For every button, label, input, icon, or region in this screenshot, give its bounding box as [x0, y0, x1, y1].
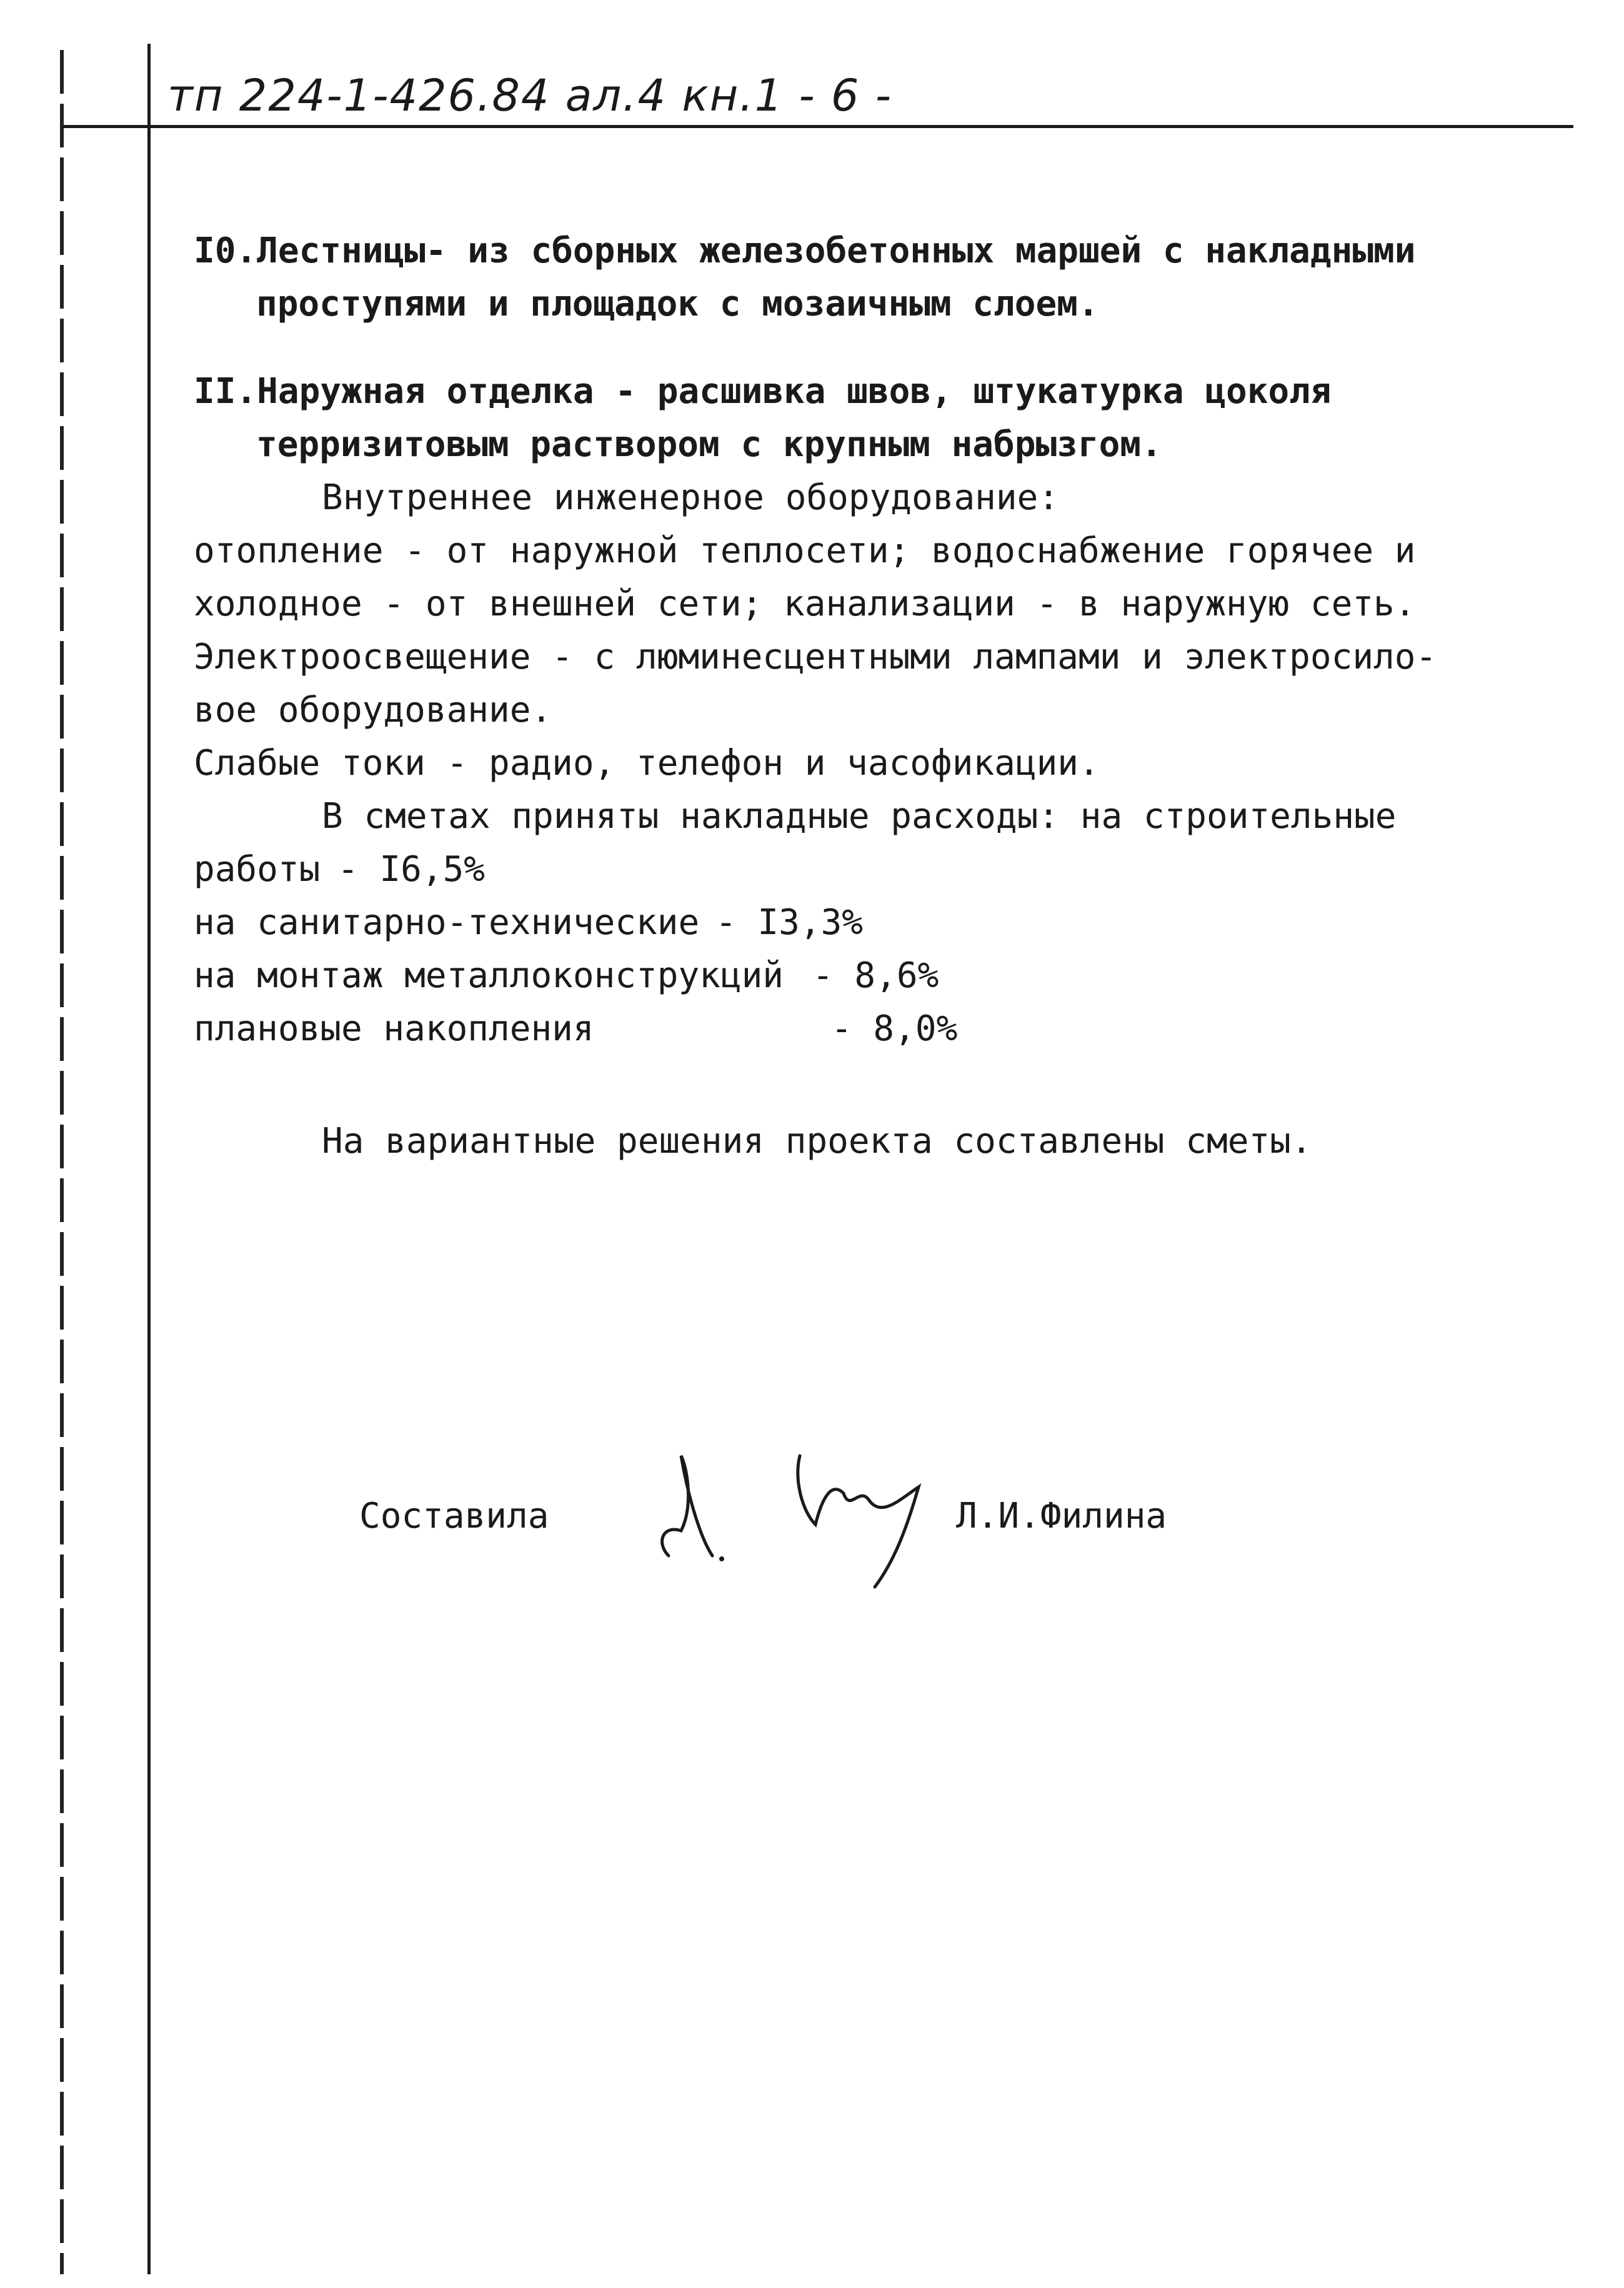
- overhead-label-construction: работы: [194, 849, 321, 890]
- overhead-value-planned: - 8,0%: [831, 1008, 958, 1049]
- overhead-value-construction: - I6,5%: [337, 849, 486, 890]
- item-10-line-2: проступями и площадок с мозаичным слоем.: [256, 284, 1099, 324]
- variants-note: На вариантные решения проекта составлены сметы.: [322, 1121, 1312, 1161]
- item-11-line-1: II.Наружная отделка - расшивка швов, штукатурка цоколя: [194, 371, 1332, 412]
- header-rule: [62, 125, 1573, 128]
- overhead-label-planned: плановые накопления: [194, 1008, 594, 1049]
- overhead-value-metal: - 8,6%: [812, 955, 939, 996]
- item-10-line-1: I0.Лестницы- из сборных железобетонных маршей с накладными: [194, 231, 1416, 271]
- equipment-line-2: холодное - от внешней сети; канализации - в наружную сеть.: [194, 584, 1416, 624]
- signature-label: Составила: [359, 1496, 549, 1536]
- equipment-line-4: вое оборудование.: [194, 690, 552, 730]
- equipment-line-1: отопление - от наружной теплосети; водоснабжение горячее и: [194, 530, 1416, 571]
- binding-margin-line: [147, 44, 151, 2274]
- signatory-name: Л.И.Филина: [956, 1496, 1167, 1536]
- equipment-line-3: Электроосвещение - с люминесцентными лампами и электросило-: [194, 637, 1437, 677]
- equipment-heading: Внутреннее инженерное оборудование:: [322, 477, 1060, 518]
- document-code-header: тп 224-1-426.84 ал.4 кн.1 - 6 -: [167, 70, 892, 121]
- item-11-line-2: терризитовым раствором с крупным набрызгом.: [256, 424, 1162, 465]
- equipment-line-5: Слабые токи - радио, телефон и часофикации.: [194, 743, 1100, 783]
- left-margin-dashed-border: [60, 50, 64, 2274]
- handwritten-signature: [644, 1431, 969, 1593]
- overhead-label-sanitary: на санитарно-технические: [194, 902, 700, 943]
- overhead-intro: В сметах приняты накладные расходы: на строительные: [322, 796, 1397, 837]
- overhead-value-sanitary: - I3,3%: [715, 902, 864, 943]
- overhead-label-metal: на монтаж металлоконструкций: [194, 955, 784, 996]
